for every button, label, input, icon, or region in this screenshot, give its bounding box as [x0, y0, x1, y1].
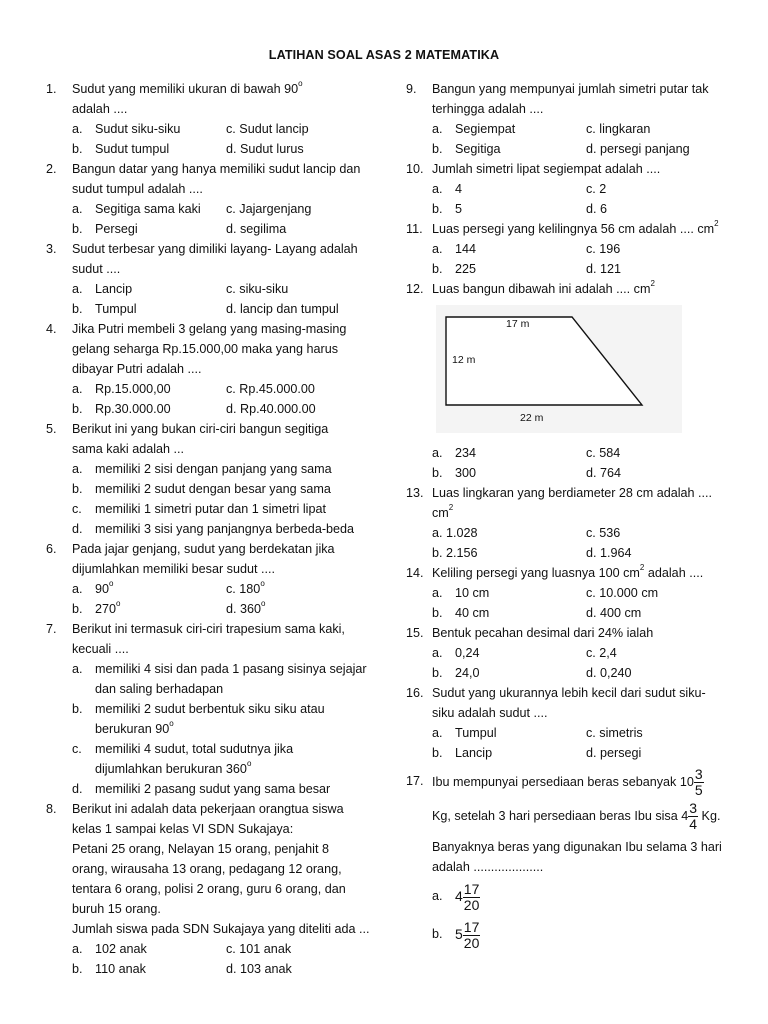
option-a-continued: dan saling berhadapan — [95, 682, 224, 696]
question-text: dijumlahkan memiliki besar sudut .... — [72, 562, 275, 576]
question-number: 5. — [46, 422, 57, 436]
option-label: b. — [432, 142, 443, 156]
option-row — [432, 119, 736, 139]
option-row — [72, 279, 376, 299]
option-label: a. — [432, 889, 443, 903]
option-c: c. lingkaran — [586, 122, 651, 136]
option-a: 10 cm — [455, 586, 490, 600]
fraction-numerator: 17 — [463, 919, 480, 936]
option-d: d. 400 cm — [586, 606, 642, 620]
option-b: b. 2.156 — [432, 546, 478, 560]
option-c-continued: dijumlahkan berukuran 360 — [95, 762, 247, 776]
question-text: adalah .... — [72, 102, 128, 116]
option-c: c. 180 — [226, 582, 261, 596]
option-label: b. — [72, 302, 83, 316]
option-d: d. persegi — [586, 746, 642, 760]
option-c: c. 196 — [586, 242, 621, 256]
option-d: d. 121 — [586, 262, 622, 276]
option-label: a. — [432, 242, 443, 256]
question-text: sudut .... — [72, 262, 121, 276]
question-text: kelas 1 sampai kelas VI SDN Sukajaya: — [72, 822, 294, 836]
question-1 — [46, 79, 376, 159]
option-a: 234 — [455, 446, 477, 460]
option-label: a. — [432, 446, 443, 460]
left-side-label: 12 m — [452, 354, 476, 366]
question-text: Ibu mempunyai persediaan beras sebanyak 10 — [432, 775, 694, 789]
question-text: siku adalah sudut .... — [432, 706, 548, 720]
option-label: b. — [432, 202, 443, 216]
option-row — [432, 463, 736, 483]
question-text: terhingga adalah .... — [432, 102, 544, 116]
degree-symbol: o — [298, 78, 303, 88]
option-c: c. simetris — [586, 726, 643, 740]
option-a: Rp.15.000,00 — [95, 382, 171, 396]
question-text: Luas lingkaran yang berdiameter 28 cm adalah .... — [432, 486, 713, 500]
question-15 — [406, 623, 736, 683]
option-b: Segitiga — [455, 142, 501, 156]
question-17 — [406, 765, 736, 951]
option-d: memiliki 2 pasang sudut yang sama besar — [95, 782, 331, 796]
option-row — [432, 643, 736, 663]
option-d: d. 0,240 — [586, 666, 632, 680]
option-a: Tumpul — [455, 726, 497, 740]
option-c: memiliki 1 simetri putar dan 1 simetri lipat — [95, 502, 326, 516]
fraction-numerator: 17 — [463, 881, 480, 898]
fraction-numerator: 3 — [694, 766, 703, 783]
option-a: a. 1.028 — [432, 526, 478, 540]
question-text: tentara 6 orang, polisi 2 orang, guru 6 orang, dan — [72, 882, 346, 896]
question-text: gelang seharga Rp.15.000,00 maka yang harus — [72, 342, 339, 356]
option-c: c. Sudut lancip — [226, 122, 309, 136]
question-10 — [406, 159, 736, 219]
option-b-whole: 5 — [455, 926, 463, 942]
option-label: a. — [72, 282, 83, 296]
option-row — [72, 139, 376, 159]
question-9 — [406, 79, 736, 159]
question-text: Luas bangun dibawah ini adalah .... cm — [432, 282, 651, 296]
question-text: Sudut yang memiliki ukuran di bawah 90 — [72, 82, 299, 96]
option-b: Lancip — [455, 746, 493, 760]
fraction-numerator: 3 — [689, 800, 698, 817]
question-text: Berikut ini adalah data pekerjaan orangtua siswa — [72, 802, 344, 816]
option-a: 0,24 — [455, 646, 480, 660]
option-label: a. — [72, 122, 83, 136]
question-text: adalah .................... — [432, 860, 544, 874]
option-row — [432, 239, 736, 259]
question-text: Bangun yang mempunyai jumlah simetri putar tak — [432, 82, 709, 96]
option-c: c. 101 anak — [226, 942, 292, 956]
question-number: 11. — [406, 222, 423, 236]
question-text: Pada jajar genjang, sudut yang berdekatan jika — [72, 542, 335, 556]
question-number: 9. — [406, 82, 417, 96]
superscript: 2 — [650, 278, 655, 288]
question-text: Jumlah siswa pada SDN Sukajaya yang diteliti ada ... — [72, 922, 370, 936]
option-label: a. — [432, 182, 443, 196]
option-a: 4 — [455, 182, 463, 196]
option-row — [432, 583, 736, 603]
option-row — [432, 443, 736, 463]
question-text: Kg, setelah 3 hari persediaan beras Ibu sisa 4 — [432, 809, 689, 823]
superscript: 2 — [448, 502, 454, 512]
option-a: 144 — [455, 242, 477, 256]
option-b: Persegi — [95, 222, 138, 236]
option-row — [432, 879, 736, 913]
option-label: b. — [432, 606, 443, 620]
option-label: a. — [432, 726, 443, 740]
question-text: Sudut yang ukurannya lebih kecil dari sudut siku- — [432, 686, 706, 700]
question-text: cm — [432, 506, 449, 520]
option-c: c. 536 — [586, 526, 621, 540]
question-number: 4. — [46, 322, 57, 336]
question-number: 17. — [406, 774, 424, 788]
question-text: Bangun datar yang hanya memiliki sudut lancip dan — [72, 162, 361, 176]
option-label: a. — [432, 586, 443, 600]
question-12 — [406, 279, 736, 483]
option-label: b. — [72, 602, 83, 616]
option-row — [72, 379, 376, 399]
option-row — [432, 199, 736, 219]
option-row — [432, 663, 736, 683]
question-number: 2. — [46, 162, 57, 176]
question-text: Sudut terbesar yang dimiliki layang- Layang adalah — [72, 242, 358, 256]
question-number: 14. — [406, 566, 424, 580]
option-row — [432, 543, 736, 563]
option-row — [432, 523, 736, 543]
question-number: 12. — [406, 282, 424, 296]
question-14 — [406, 563, 736, 623]
question-number: 6. — [46, 542, 57, 556]
superscript: 2 — [639, 562, 645, 572]
option-a: Lancip — [95, 282, 133, 296]
question-number: 8. — [46, 802, 57, 816]
option-a: 90 — [95, 582, 110, 596]
option-row — [432, 179, 736, 199]
question-text-end: adalah .... — [644, 566, 704, 580]
option-row — [432, 139, 736, 159]
option-label: b. — [72, 142, 83, 156]
option-c: memiliki 4 sudut, total sudutnya jika — [95, 742, 294, 756]
option-c: c. 2 — [586, 182, 607, 196]
option-d: d. Sudut lurus — [226, 142, 304, 156]
question-number: 13. — [406, 486, 424, 500]
question-text: Berikut ini termasuk ciri-ciri trapesium sama kaki, — [72, 622, 345, 636]
degree-symbol: o — [260, 578, 265, 588]
option-row — [72, 119, 376, 139]
degree-symbol: o — [116, 598, 121, 608]
option-label: a. — [72, 382, 83, 396]
option-row — [432, 603, 736, 623]
option-row — [72, 959, 376, 979]
option-b: 270 — [95, 602, 117, 616]
option-label: b. — [72, 962, 83, 976]
option-label: c. — [72, 502, 82, 516]
option-c: c. 584 — [586, 446, 621, 460]
fraction-denominator: 5 — [694, 782, 703, 799]
question-number: 3. — [46, 242, 57, 256]
option-label: b. — [72, 402, 83, 416]
question-number: 1. — [46, 82, 57, 96]
option-b: memiliki 2 sudut berbentuk siku siku atau — [95, 702, 325, 716]
question-number: 15. — [406, 626, 424, 640]
question-text: Banyaknya beras yang digunakan Ibu selama 3 hari — [432, 840, 722, 854]
option-a: Segitiga sama kaki — [95, 202, 201, 216]
question-text: Bentuk pecahan desimal dari 24% ialah — [432, 626, 654, 640]
question-8 — [46, 799, 376, 979]
option-label: b. — [72, 222, 83, 236]
question-text: Berikut ini yang bukan ciri-ciri bangun segitiga — [72, 422, 329, 436]
option-b-continued: berukuran 90 — [95, 722, 170, 736]
option-row — [432, 723, 736, 743]
option-d: d. lancip dan tumpul — [226, 302, 339, 316]
fraction-denominator: 20 — [463, 897, 480, 914]
trapezoid-diagram — [436, 305, 682, 433]
option-c: c. Jajargenjang — [226, 202, 312, 216]
question-text-end: Kg. — [698, 809, 721, 823]
option-d: d. 1.964 — [586, 546, 632, 560]
option-c: c. siku-siku — [226, 282, 289, 296]
option-label: b. — [432, 666, 443, 680]
right-column — [406, 79, 736, 951]
option-label: d. — [72, 522, 83, 536]
option-row — [72, 579, 376, 599]
option-b: Rp.30.000.00 — [95, 402, 171, 416]
option-label: b. — [432, 927, 443, 941]
option-row — [432, 917, 736, 951]
option-b: 40 cm — [455, 606, 490, 620]
option-row — [72, 399, 376, 419]
fraction-denominator: 4 — [689, 816, 698, 833]
degree-symbol: o — [169, 718, 174, 728]
question-text: dibayar Putri adalah .... — [72, 362, 202, 376]
question-5 — [46, 419, 376, 539]
question-text: Keliling persegi yang luasnya 100 cm — [432, 566, 640, 580]
option-a: Segiempat — [455, 122, 516, 136]
option-d: d. segilima — [226, 222, 287, 236]
option-label: a. — [72, 662, 83, 676]
option-row — [72, 939, 376, 959]
option-a: memiliki 4 sisi dan pada 1 pasang sisinya sejajar — [95, 662, 367, 676]
option-b: 225 — [455, 262, 477, 276]
option-label: a. — [72, 582, 83, 596]
option-b: 5 — [455, 202, 463, 216]
option-row — [72, 299, 376, 319]
option-label: c. — [72, 742, 82, 756]
question-text: kecuali .... — [72, 642, 129, 656]
option-d: d. Rp.40.000.00 — [226, 402, 316, 416]
option-a-fraction — [463, 882, 481, 913]
option-label: a. — [72, 462, 83, 476]
option-row — [432, 743, 736, 763]
question-text: sudut tumpul adalah .... — [72, 182, 203, 196]
left-column — [46, 79, 376, 979]
option-label: a. — [432, 122, 443, 136]
option-label: b. — [72, 482, 83, 496]
question-6 — [46, 539, 376, 619]
question-number: 16. — [406, 686, 424, 700]
question-7 — [46, 619, 376, 799]
option-c: c. 10.000 cm — [586, 586, 659, 600]
option-d: d. 764 — [586, 466, 622, 480]
question-text: Jumlah simetri lipat segiempat adalah .... — [432, 162, 661, 176]
page-title: LATIHAN SOAL ASAS 2 MATEMATIKA — [268, 48, 500, 62]
option-row — [72, 219, 376, 239]
option-d: d. 103 anak — [226, 962, 292, 976]
fraction-denominator: 20 — [463, 935, 480, 952]
question-4 — [46, 319, 376, 419]
option-d: d. 6 — [586, 202, 608, 216]
question-text: Petani 25 orang, Nelayan 15 orang, penjahit 8 — [72, 842, 329, 856]
option-b: 24,0 — [455, 666, 480, 680]
option-d: d. persegi panjang — [586, 142, 690, 156]
question-13 — [406, 483, 736, 563]
option-label: a. — [72, 942, 83, 956]
option-b: memiliki 2 sudut dengan besar yang sama — [95, 482, 331, 496]
option-row — [432, 259, 736, 279]
option-b: Tumpul — [95, 302, 137, 316]
question-2 — [46, 159, 376, 239]
option-a: 102 anak — [95, 942, 147, 956]
option-label: a. — [432, 646, 443, 660]
question-number: 10. — [406, 162, 424, 176]
option-c: c. 2,4 — [586, 646, 617, 660]
question-3 — [46, 239, 376, 319]
option-row — [72, 199, 376, 219]
option-b: Sudut tumpul — [95, 142, 170, 156]
fraction-3-4 — [688, 801, 698, 832]
option-a: Sudut siku-siku — [95, 122, 181, 136]
degree-symbol: o — [109, 578, 114, 588]
degree-symbol: o — [246, 758, 252, 768]
option-a-whole: 4 — [455, 888, 463, 904]
degree-symbol: o — [261, 598, 266, 608]
top-side-label: 17 m — [506, 318, 530, 330]
option-label: b. — [432, 746, 443, 760]
question-text: sama kaki adalah ... — [72, 442, 185, 456]
option-label: d. — [72, 782, 83, 796]
superscript: 2 — [714, 218, 719, 228]
question-text: orang, wirausaha 13 orang, pedagang 12 orang, — [72, 862, 342, 876]
option-label: b. — [432, 466, 443, 480]
option-c: c. Rp.45.000.00 — [226, 382, 315, 396]
option-b: 300 — [455, 466, 477, 480]
question-16 — [406, 683, 736, 763]
option-b: 110 anak — [95, 962, 146, 976]
option-b-fraction — [463, 920, 481, 951]
option-label: b. — [72, 702, 83, 716]
option-label: b. — [432, 262, 443, 276]
question-number: 7. — [46, 622, 57, 636]
fraction-3-5 — [694, 767, 704, 798]
option-a: memiliki 2 sisi dengan panjang yang sama — [95, 462, 332, 476]
question-text: Jika Putri membeli 3 gelang yang masing-masing — [72, 322, 347, 336]
question-text: buruh 15 orang. — [72, 902, 161, 916]
option-label: a. — [72, 202, 83, 216]
option-row — [72, 599, 376, 619]
option-d: d. 360 — [226, 602, 262, 616]
bottom-side-label: 22 m — [520, 412, 544, 424]
question-11 — [406, 219, 736, 279]
option-d: memiliki 3 sisi yang panjangnya berbeda-beda — [95, 522, 355, 536]
question-text: Luas persegi yang kelilingnya 56 cm adalah .... cm — [432, 222, 715, 236]
